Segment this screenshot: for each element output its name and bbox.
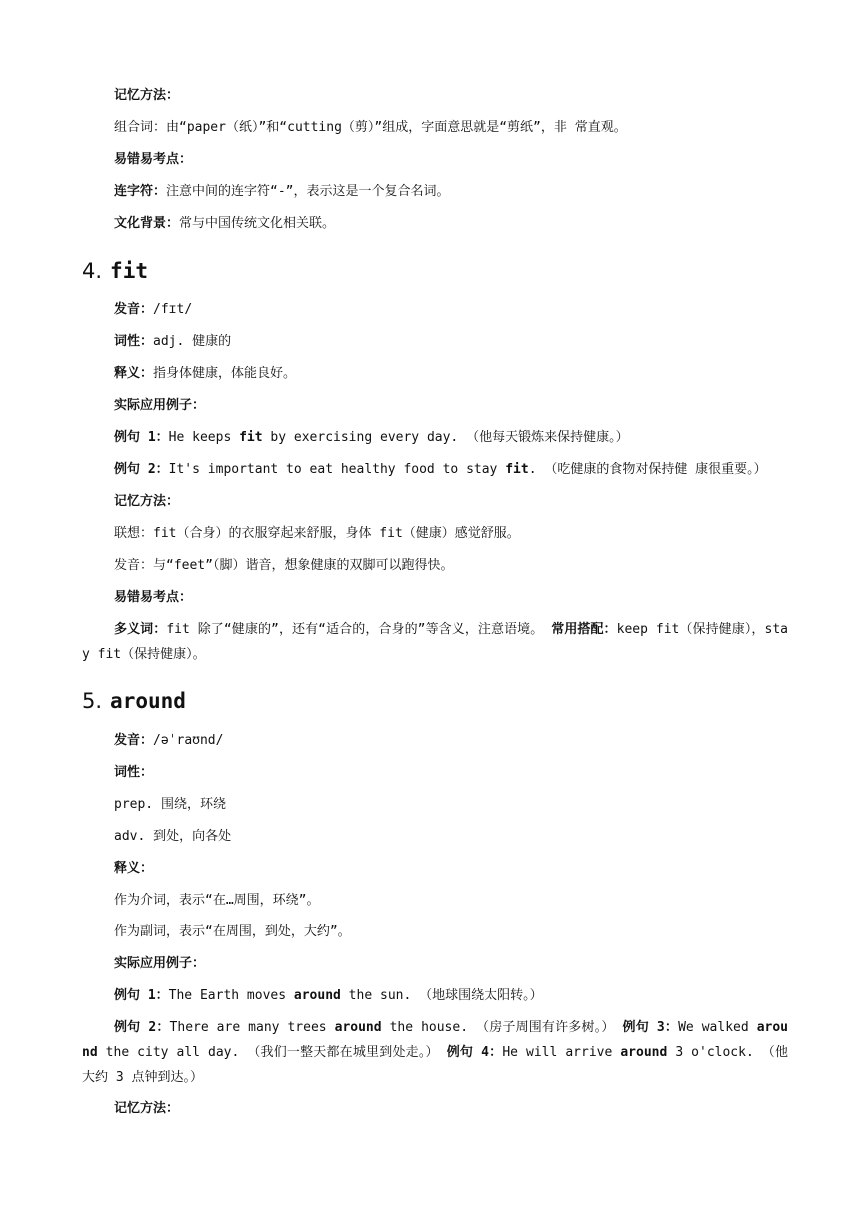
part-of-speech (114, 332, 231, 352)
definition-label: 释义： (114, 861, 154, 876)
entry-heading-around (82, 687, 186, 715)
memory-method-heading: 记忆方法： (114, 88, 180, 103)
culture-label: 文化背景： (114, 216, 180, 231)
entry-heading-fit (82, 257, 148, 285)
pronunciation-label: 发音： (114, 302, 154, 317)
example-text: the house. （房子周围有许多树。） (381, 1020, 623, 1035)
example-text: We walked (678, 1020, 757, 1035)
example-text: the sun. （地球围绕太阳转。） (340, 988, 543, 1003)
pos-label: 词性： (114, 334, 154, 349)
definition-adverb: 作为副词，表示“在周围，到处，大约”。 (114, 924, 351, 939)
example-text: He will arrive (502, 1045, 621, 1060)
example-label: 例句 2： (114, 462, 169, 477)
example-label: 例句 3： (622, 1020, 679, 1035)
association-note: 联想：fit（合身）的衣服穿起来舒服，身体 fit（健康）感觉舒服。 (114, 526, 520, 541)
collocation-label: 常用搭配： (551, 622, 617, 637)
mistakes-heading: 易错易考点： (114, 590, 193, 605)
example-keyword: around (620, 1045, 668, 1060)
polysemy-paragraph (82, 617, 788, 667)
hyphen-label: 连字符： (114, 184, 167, 199)
example-sentence-2 (114, 460, 767, 480)
entry-number: 4. (82, 259, 103, 283)
example-text: There are many trees (169, 1020, 335, 1035)
pronunciation (114, 731, 223, 751)
entry-number: 5. (82, 689, 103, 713)
example-text: the city all day. （我们一整天都在城里到处走。） (97, 1045, 447, 1060)
example-label: 例句 2： (114, 1020, 170, 1035)
example-keyword: around (334, 1020, 382, 1035)
pronunciation (114, 300, 192, 320)
polysemy-text: fit 除了“健康的”，还有“适合的，合身的”等含义，注意语境。 (166, 622, 552, 637)
memory-method-heading: 记忆方法： (114, 494, 180, 509)
pos-preposition: prep. 围绕，环绕 (114, 797, 226, 812)
pos-adverb: adv. 到处，向各处 (114, 829, 232, 844)
pos-value: adj. 健康的 (153, 334, 232, 349)
example-text: by exercising every day. （他每天锻炼来保持健康。） (262, 430, 629, 445)
polysemy-label: 多义词： (114, 622, 167, 637)
hyphen-note (114, 182, 450, 202)
culture-note (114, 214, 335, 234)
collocation-text: keep fit（保持健康），stay fit（保持健康）。 (82, 622, 788, 662)
example-text: The Earth moves (168, 988, 294, 1003)
mistakes-heading: 易错易考点： (114, 152, 193, 167)
example-sentence-1 (114, 986, 543, 1006)
example-keyword: around (293, 988, 341, 1003)
example-text: He keeps (168, 430, 240, 445)
compound-word-note: 组合词：由“paper（纸）”和“cutting（剪）”组成，字面意思就是“剪纸”，非 常直观。 (114, 120, 627, 135)
definition (114, 364, 296, 384)
example-label: 例句 4： (446, 1045, 503, 1060)
pos-label: 词性： (114, 765, 154, 780)
example-keyword: fit (239, 430, 263, 445)
sound-note: 发音：与“feet”（脚）谐音，想象健康的双脚可以跑得快。 (114, 558, 454, 573)
hyphen-text: 注意中间的连字符“-”，表示这是一个复合名词。 (166, 184, 450, 199)
pronunciation-value: /fɪt/ (153, 302, 193, 317)
examples-heading: 实际应用例子： (114, 956, 206, 971)
example-sentence-1 (114, 428, 629, 448)
entry-word: fit (110, 259, 148, 283)
example-keyword: fit (505, 462, 529, 477)
definition-preposition: 作为介词，表示“在…周围，环绕”。 (114, 893, 320, 908)
example-label: 例句 1： (114, 430, 169, 445)
example-text: It's important to eat healthy food to stay (168, 462, 506, 477)
examples-paragraph (82, 1015, 788, 1090)
example-label: 例句 1： (114, 988, 169, 1003)
examples-heading: 实际应用例子： (114, 398, 206, 413)
definition-value: 指身体健康，体能良好。 (153, 366, 297, 381)
pronunciation-value: /əˈraʊnd/ (153, 733, 224, 748)
example-keyword: around (82, 1020, 788, 1060)
example-text: 3 o'clock. （他大约 3 点钟到达。） (82, 1045, 789, 1085)
culture-text: 常与中国传统文化相关联。 (179, 216, 336, 231)
definition-label: 释义： (114, 366, 154, 381)
entry-word: around (110, 689, 186, 713)
memory-method-heading: 记忆方法： (114, 1101, 180, 1116)
pronunciation-label: 发音： (114, 733, 154, 748)
example-text: . （吃健康的食物对保持健 康很重要。） (528, 462, 767, 477)
